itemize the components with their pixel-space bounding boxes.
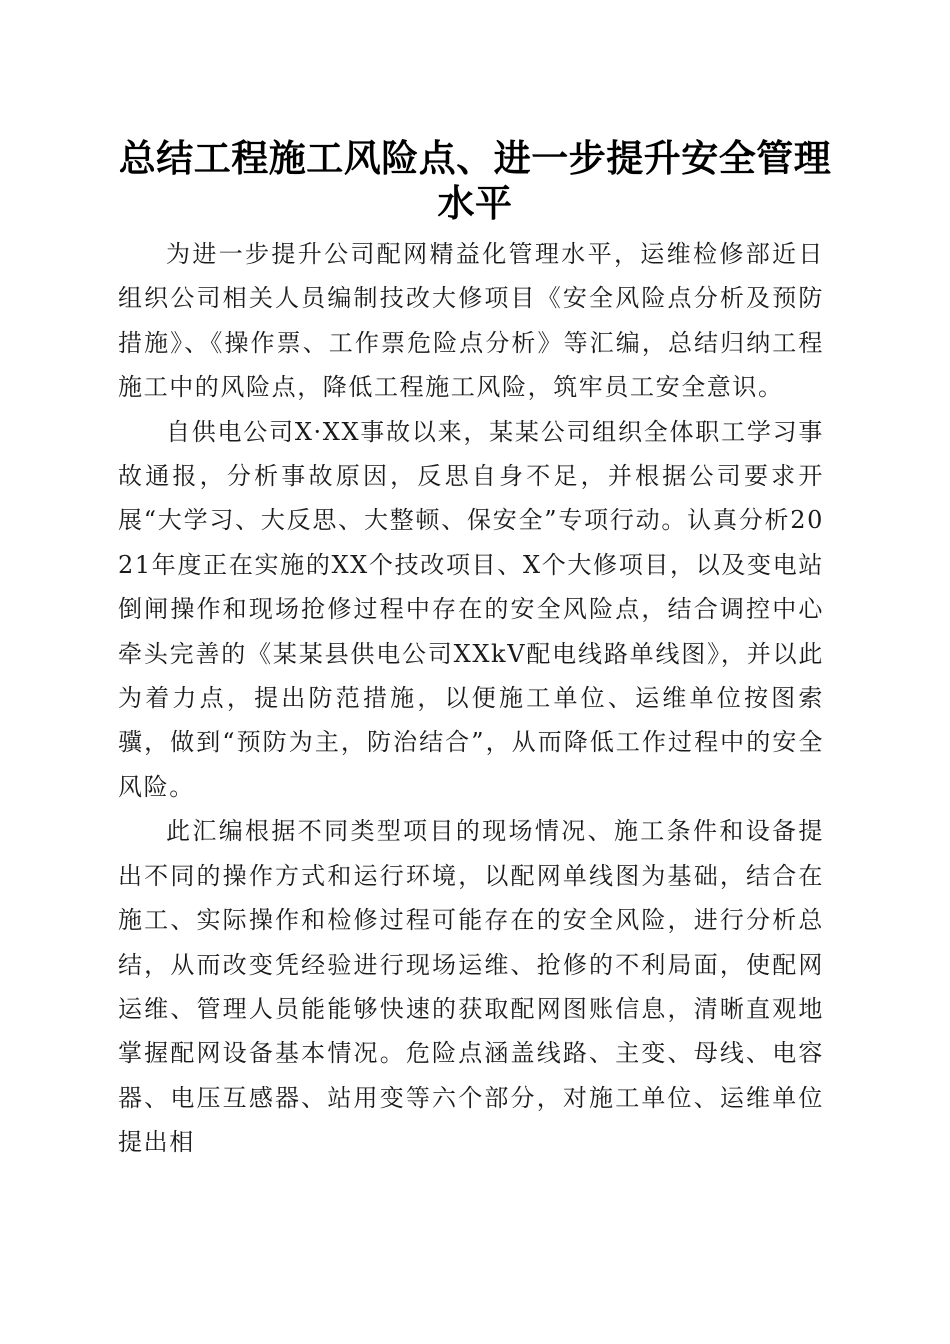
paragraph-1: 为进一步提升公司配网精益化管理水平，运维检修部近日组织公司相关人员编制技改大修项目《安全风险点分析及预防措施》、《操作票、工作票危险点分析》等汇编，总结归纳工程施工中的风险点，降低工程施工风险，筑牢员工安全意识。	[118, 240, 824, 402]
paragraph-3: 此汇编根据不同类型项目的现场情况、施工条件和设备提出不同的操作方式和运行环境，以配网单线图为基础，结合在施工、实际操作和检修过程可能存在的安全风险，进行分析总结，从而改变凭经验进行现场运维、抢修的不利局面，使配网运维、管理人员能能够快速的获取配网图账信息，清晰直观地掌握配网设备基本情况。危险点涵盖线路、主变、母线、电容器、电压互感器、站用变等六个部分，对施工单位、运维单位提出相	[118, 817, 824, 1157]
document-title: 总结工程施工风险点、进一步提升安全管理水平	[118, 136, 832, 225]
paragraph-2: 自供电公司X·XX事故以来，某某公司组织全体职工学习事故通报，分析事故原因，反思自身不足，并根据公司要求开展“大学习、大反思、大整顿、保安全”专项行动。认真分析2021年度正在实施的XX个技改项目、X个大修项目，以及变电站倒闸操作和现场抢修过程中存在的安全风险点，结合调控中心牵头完善的《某某县供电公司XXkV配电线路单线图》，并以此为着力点，提出防范措施，以便施工单位、运维单位按图索骥，做到“预防为主，防治结合”，从而降低工作过程中的安全风险。	[118, 417, 824, 801]
document-body	[118, 232, 824, 1165]
